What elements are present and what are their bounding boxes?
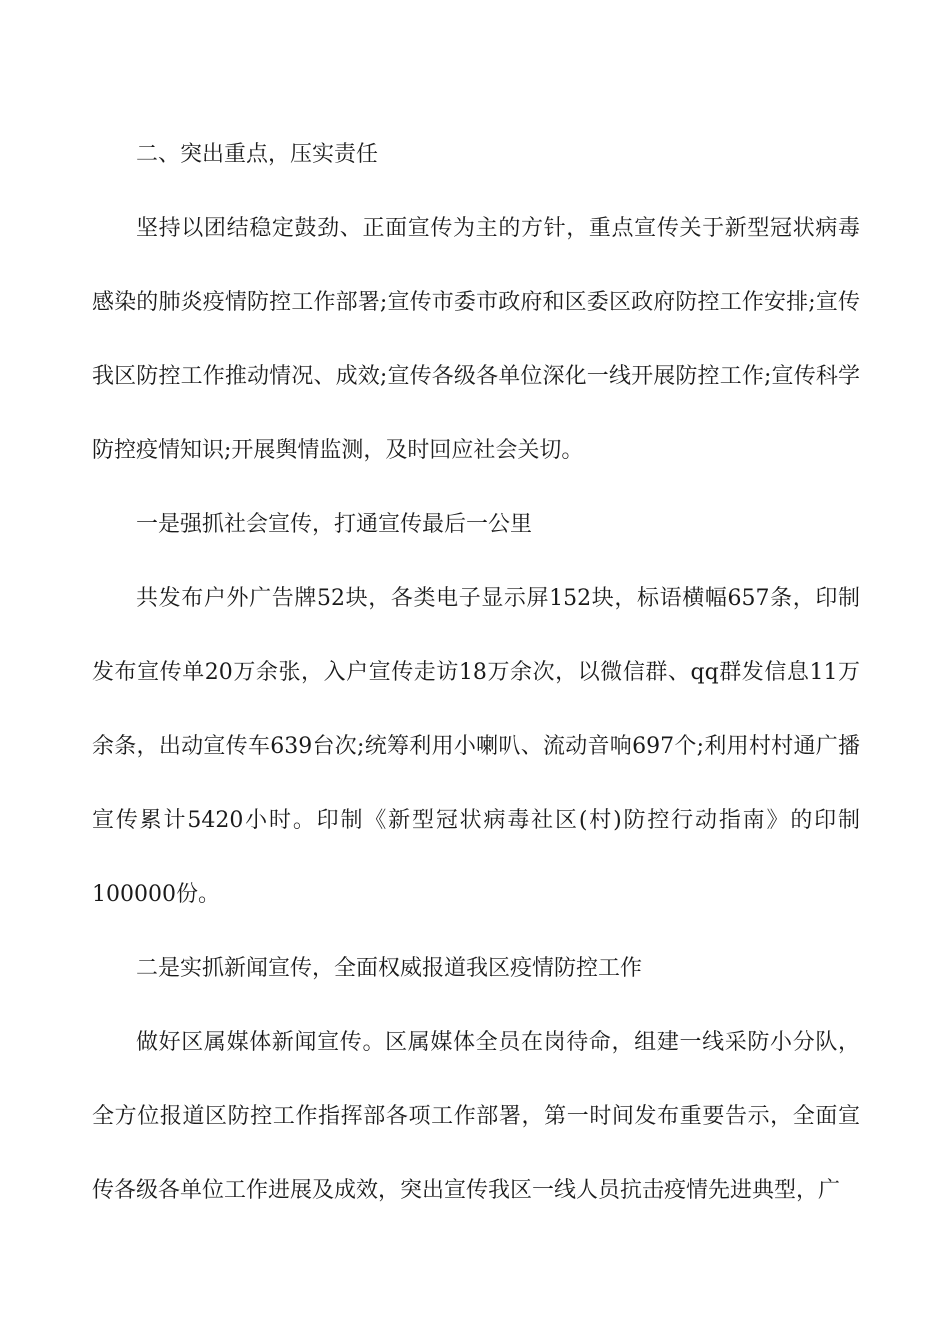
document-body xyxy=(92,118,860,1228)
section-heading: 二、突出重点，压实责任 xyxy=(136,142,379,167)
paragraph-policy: 坚持以团结稳定鼓劲、正面宣传为主的方针，重点宣传关于新型冠状病毒感染的肺炎疫情防控工作部署;宣传市委市政府和区委区政府防控工作安排;宣传我区防控工作推动情况、成效;宣传各级各单位深化一线开展防控工作;宣传科学防控疫情知识;开展舆情监测，及时回应社会关切。 xyxy=(92,216,860,463)
paragraph-publicity-stats: 共发布户外广告牌52块，各类电子显示屏152块，标语横幅657条，印制发布宣传单20万余张，入户宣传走访18万余次，以微信群、qq群发信息11万余条，出动宣传车639台次;统筹利用小喇叭、流动音响697个;利用村村通广播宣传累计5420小时。印制《新型冠状病毒社区(村)防控行动指南》的印制100000份。 xyxy=(92,586,860,907)
subheading-social-publicity: 一是强抓社会宣传，打通宣传最后一公里 xyxy=(136,512,533,537)
subheading-news-publicity: 二是实抓新闻宣传，全面权威报道我区疫情防控工作 xyxy=(136,956,643,981)
paragraph-media-coverage: 做好区属媒体新闻宣传。区属媒体全员在岗待命，组建一线采防小分队，全方位报道区防控工作指挥部各项工作部署，第一时间发布重要告示，全面宣传各级各单位工作进展及成效，突出宣传我区一线人员抗击疫情先进典型，广 xyxy=(92,1030,860,1203)
